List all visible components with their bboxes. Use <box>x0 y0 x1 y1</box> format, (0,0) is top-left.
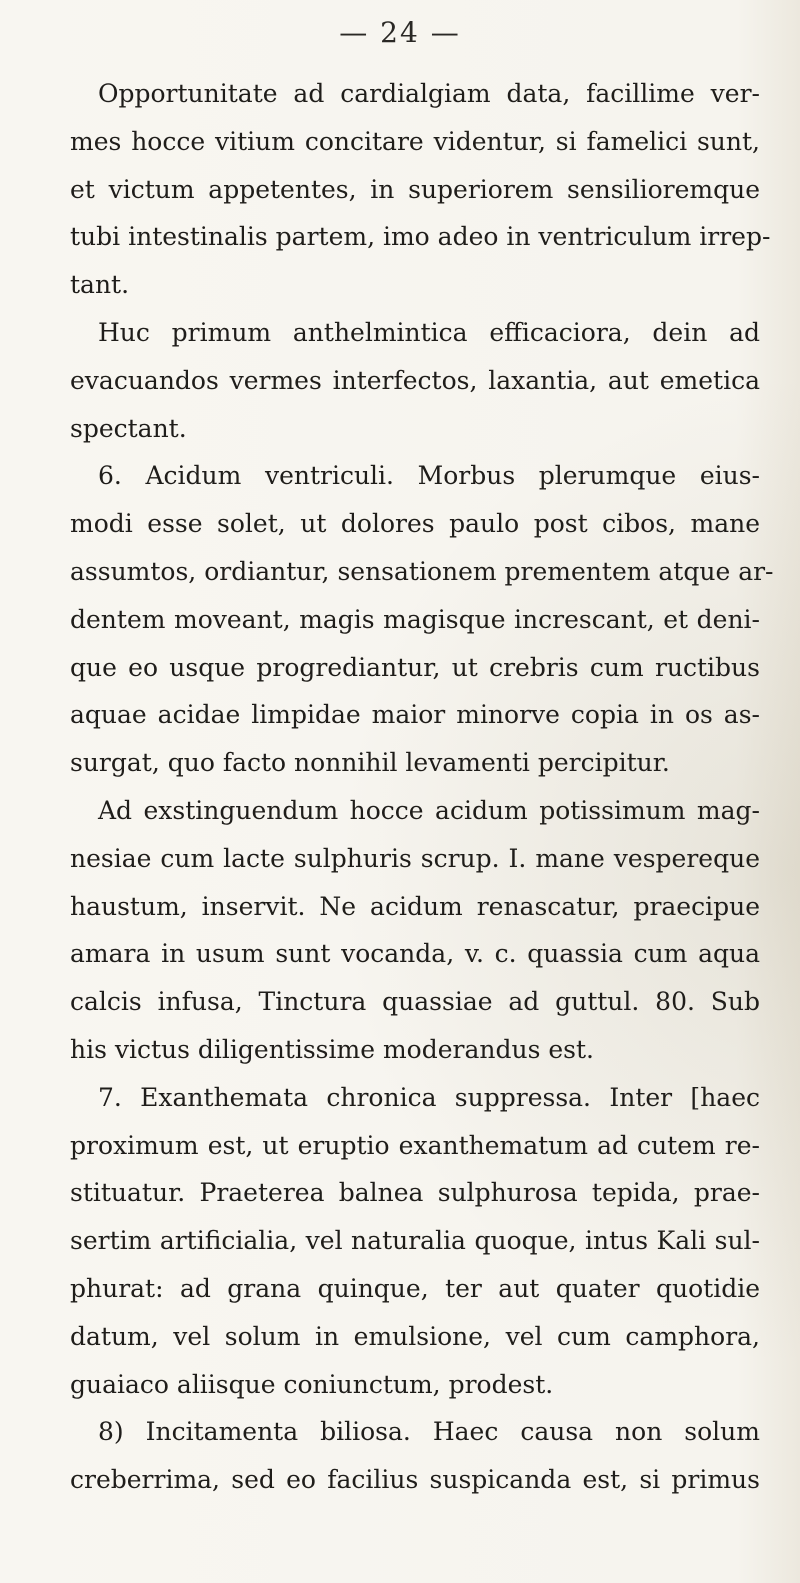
text-line: Opportunitate ad cardialgiam data, facillime ver- <box>98 79 760 108</box>
text-line: et victum appetentes, in superiorem sensilioremque <box>70 174 760 204</box>
text-line: 6. Acidum ventriculi. Morbus plerumque eius- <box>98 461 760 491</box>
page-number: — 24 — <box>339 16 461 49</box>
text-line: stituatur. Praeterea balnea sulphurosa tepida, prae- <box>70 1178 760 1208</box>
text-line: modi esse solet, ut dolores paulo post cibos, mane <box>70 509 760 539</box>
text-line: phurat: ad grana quinque, ter aut quater quotidie <box>70 1273 760 1303</box>
text-line: sertim artificialia, vel naturalia quoque, intus Kali sul- <box>70 1226 760 1256</box>
text-line: Ad exstinguendum hocce acidum potissimum mag- <box>98 795 760 825</box>
text-line: tubi intestinalis partem, imo adeo in ventriculum irrep- <box>70 222 771 252</box>
text-line: proximum est, ut eruptio exanthematum ad cutem re- <box>70 1130 760 1160</box>
text-line: Huc primum anthelmintica efficaciora, dein ad <box>98 317 760 347</box>
text-line: dentem moveant, magis magisque increscant, et deni- <box>70 604 760 634</box>
text-line: amara in usum sunt vocanda, v. c. quassia cum aqua <box>70 939 760 969</box>
text-line: spectant. <box>70 413 187 443</box>
text-line: 7. Exanthemata chronica suppressa. Inter [haec <box>98 1082 760 1112</box>
text-line: nesiae cum lacte sulphuris scrup. I. mane vespereque <box>70 843 760 873</box>
text-line: surgat, quo facto nonnihil levamenti percipitur. <box>70 748 670 778</box>
text-line: his victus diligentissime moderandus est. <box>70 1034 594 1064</box>
text-line: tant. <box>70 270 130 300</box>
text-line: 8) Incitamenta biliosa. Haec causa non solum <box>98 1417 760 1447</box>
body-text <box>70 70 774 1504</box>
text-line: creberrima, sed eo facilius suspicanda est, si primus <box>70 1465 760 1495</box>
text-line: mes hocce vitium concitare videntur, si famelici sunt, <box>70 126 760 156</box>
text-line: evacuandos vermes interfectos, laxantia, aut emetica <box>70 365 760 395</box>
text-line: guaiaco aliisque coniunctum, prodest. <box>70 1369 554 1399</box>
text-line: assumtos, ordiantur, sensationem prementem atque ar- <box>70 556 774 586</box>
text-line: aquae acidae limpidae maior minorve copia in os as- <box>70 700 760 730</box>
text-line: datum, vel solum in emulsione, vel cum camphora, <box>70 1321 760 1351</box>
text-line: calcis infusa, Tinctura quassiae ad guttul. 80. Sub <box>70 987 760 1017</box>
text-line: que eo usque progrediantur, ut crebris cum ructibus <box>70 652 760 682</box>
text-line: haustum, inservit. Ne acidum renascatur, praecipue <box>70 891 760 921</box>
